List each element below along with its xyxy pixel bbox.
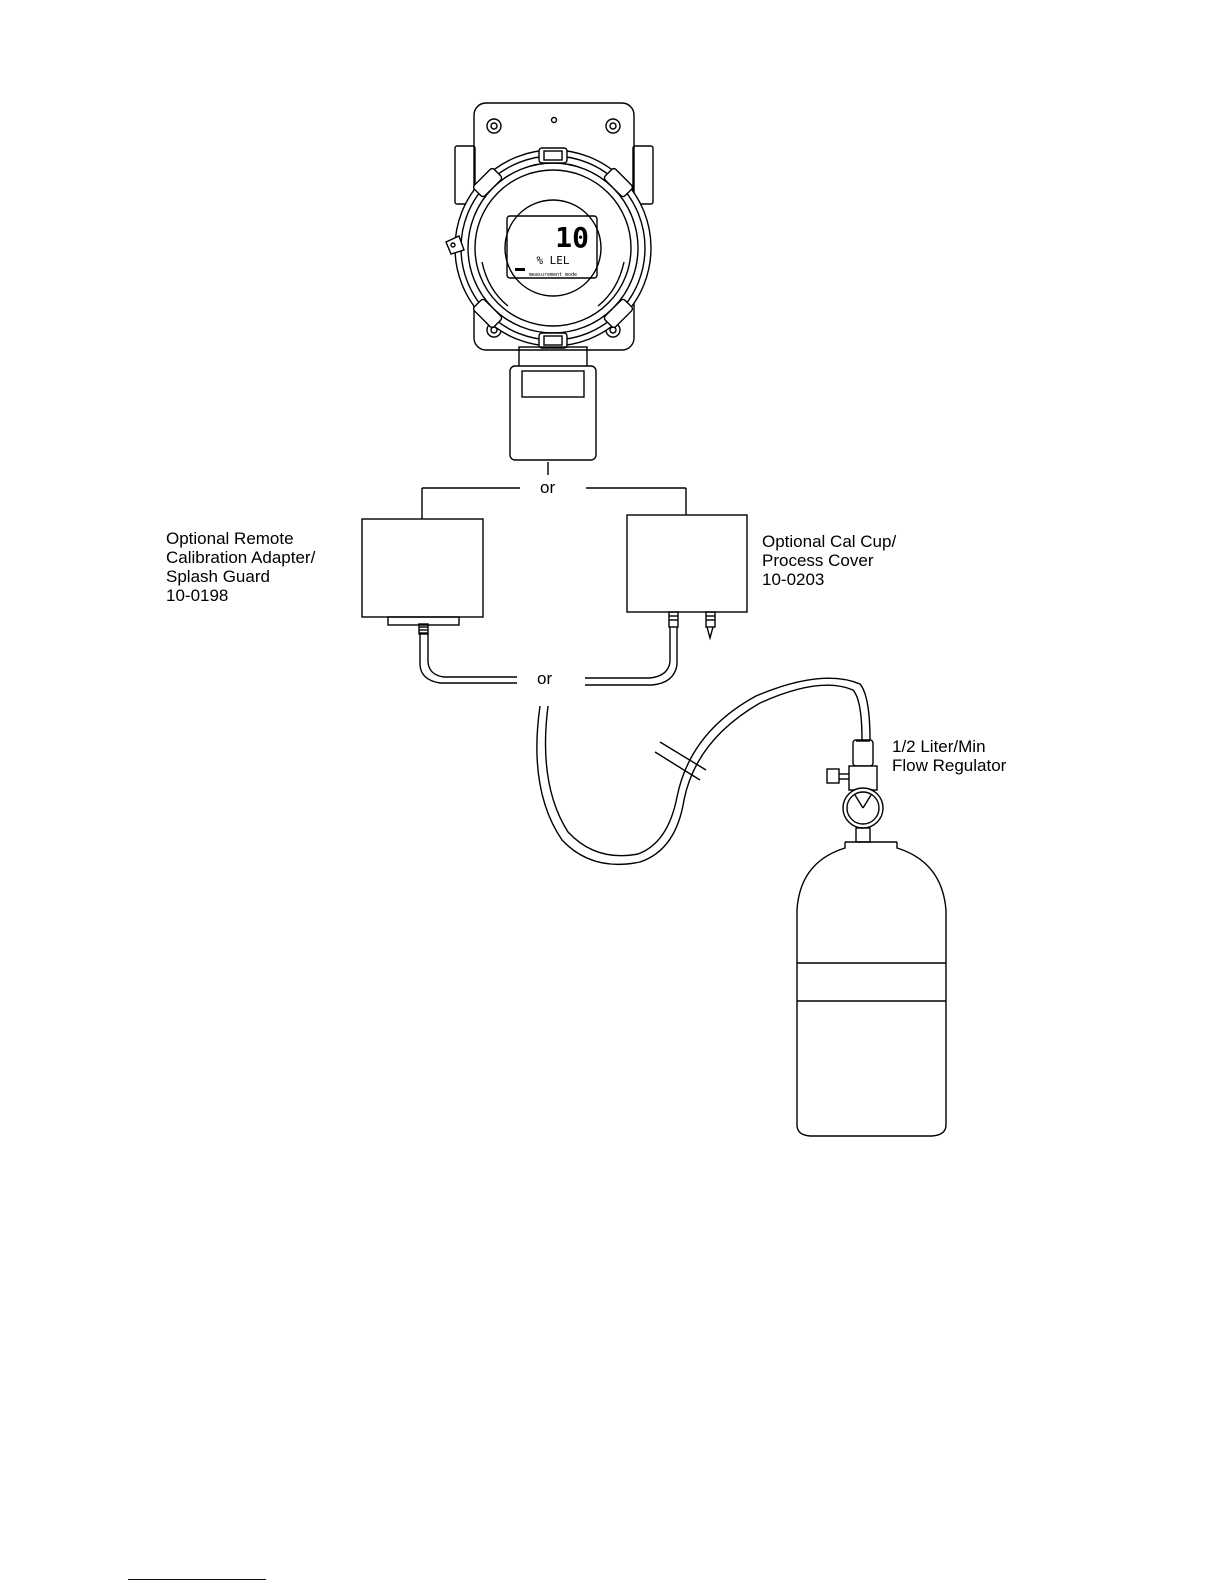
cal-cup-label: Optional Cal Cup/ Process Cover 10-0203 xyxy=(762,532,897,589)
or-label-top: or xyxy=(536,478,559,497)
sensor-cap xyxy=(510,366,596,460)
regulator-knob xyxy=(827,769,839,783)
display-mode: measurement mode xyxy=(528,272,578,278)
display-unit: % LEL xyxy=(536,254,570,267)
display-bar xyxy=(515,268,525,271)
flow-regulator-label: 1/2 Liter/Min Flow Regulator xyxy=(892,737,1007,775)
regulator-outlet xyxy=(853,740,873,766)
remote-calibration-adapter xyxy=(362,519,483,634)
flow-regulator xyxy=(827,740,883,842)
remote-adapter-label: Optional Remote Calibration Adapter/ Splash Guard 10-0198 xyxy=(166,529,316,605)
display-reading: 10 xyxy=(555,221,589,254)
gas-transmitter xyxy=(446,103,653,350)
or-label-bottom: or xyxy=(533,669,556,688)
footer-rule xyxy=(128,1579,266,1580)
gas-cylinder xyxy=(797,842,946,1136)
tubing xyxy=(420,627,870,864)
sensor-assembly xyxy=(510,347,596,460)
cal-cup-process-cover xyxy=(627,515,747,638)
